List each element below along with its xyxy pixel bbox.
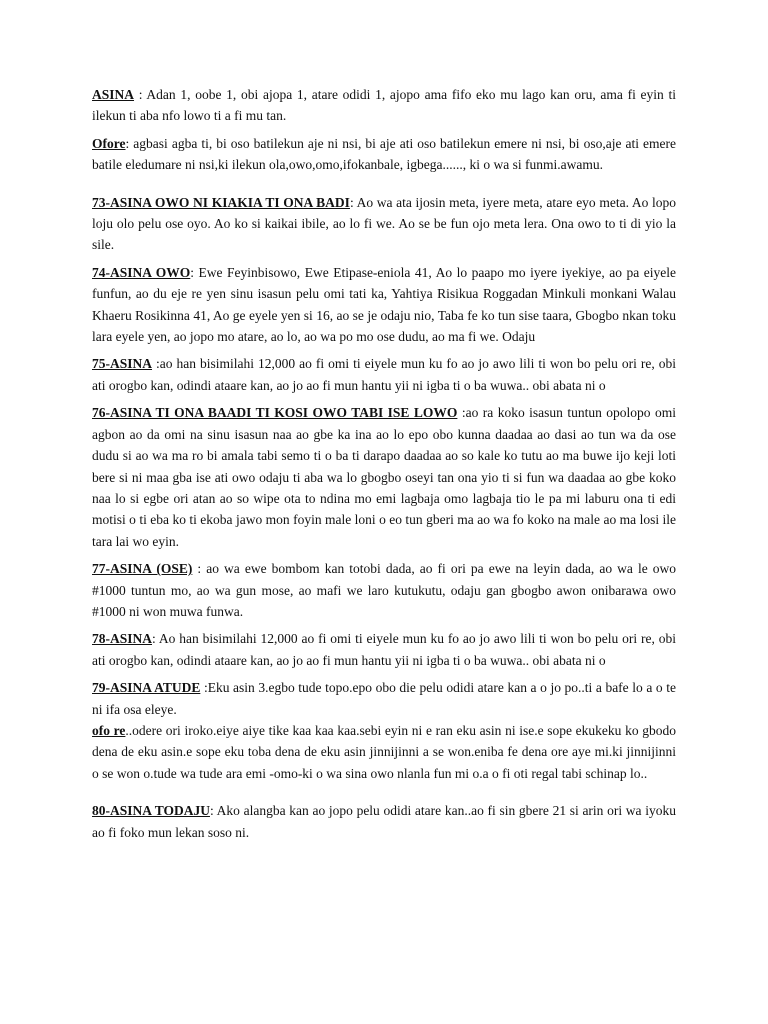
paragraph-ofo-re (92, 720, 676, 784)
paragraph-text: ..odere ori iroko.eiye aiye tike kaa kaa kaa.sebi eyin ni e ran eku asin ni ise.e sope ekukeku ko gbodo dena de eku asin.e sope eku toba dena de eku asin jinnijinni a se won.eniba fe dena ore aye mi.ki jinnijinni o se won o.tude wa tude ara emi -omo-ki o wa sina owo nlanla fun mi o.a o fi oti regal tabi schinap lo.. (92, 722, 676, 781)
paragraph-79 (92, 677, 676, 720)
paragraph-text: : ao wa ewe bombom kan totobi dada, ao fi ori pa ewe na leyin dada, ao wa le owo #1000 tuntun mo, ao wa gun mose, ao mafi we laro kutukutu, odaju gan gbogbo awon onibarawa owo #1000 ni won muwa funwa. (92, 561, 677, 619)
paragraph-heading: 78-ASINA (92, 631, 153, 647)
paragraph-text: : Ewe Feyinbisowo, Ewe Etipase-eniola 41, Ao lo paapo mo iyere iyekiye, ao pa eiyele funfun, ao du eje re yen sinu isasun pelu omi tati ka, Yahtiya Risikua Roggadan Minkuli monkani Walau Khaeru Rosikinna 41, Ao ge eyele yen si 16, ao se je odaju nio, Taba fe ko tun sise taara, Gbogbo nkan toku lara eyele yen, ao jopo mo atare, ao lo, ao wa po mo ose dudu, ao ma fi we. Odaju (92, 264, 676, 345)
paragraph-heading: ASINA (92, 87, 135, 102)
paragraph-text: : agbasi agba ti, bi oso batilekun aje ni nsi, bi aje ati oso batilekun emere ni nsi, bi oso,aje ati emere batile eledumare ni nsi,ki ilekun ola,owo,omo,ifokanbale, igbega......, ki o wa si funmi.awamu. (92, 135, 676, 173)
paragraph-73 (92, 192, 676, 256)
paragraph-75 (92, 353, 676, 396)
paragraph-heading: 75-ASINA (92, 356, 153, 372)
paragraph-text: : Ao wa ata ijosin meta, iyere meta, atare eyo meta. Ao lopo loju olo pelu ose oyo. Ao ko si kaikai ibile, ao lo fi we. Ao se be fun ojo meta lera. Ona owo to ti di yio la sile. (92, 194, 676, 253)
paragraph-ofore (92, 133, 676, 176)
paragraph-77 (92, 558, 676, 622)
paragraph-heading: ofo re (92, 722, 126, 738)
paragraph-heading: 76-ASINA TI ONA BAADI TI KOSI OWO TABI ISE LOWO (92, 405, 458, 421)
paragraph-text: :ao ra koko isasun tuntun opolopo omi agbon ao da omi na sinu isasun naa ao gbe ka ina ao lo epo obo kunna daadaa ao dasi ao tun wa da ose dudu si ao wa ma ro bi amala tabi semo ti o ba ti darapo daadaa ao so kale ko tutu ao ma buwe ijo keji loti bere si ni maa gba ise ati owo odaju ti aba wa lo gbogbo oseyi tan ona yio ti si fun wa daadaa ao gbe koko naa lo si egbe ori atan ao so wipe ota to ndina mo emi lagbaja omo lagbaja tio le pa mi laburu ona ti edi motisi o ti eba ko ti ekoba jawo mon foyin male loni o eo tun gberi ma ao wa fo koko na male ao ma losi ile tara lai wo eyin. (92, 405, 677, 549)
paragraph-heading: 74-ASINA OWO (92, 264, 191, 280)
paragraph-74 (92, 262, 676, 348)
paragraph-80 (92, 800, 676, 843)
paragraph-76 (92, 402, 676, 552)
document-page (92, 84, 676, 849)
paragraph-text: : Ako alangba kan ao jopo pelu odidi atare kan..ao fi sin gbere 21 si arin ori wa iyoku ao fi foko mun lekan soso ni. (92, 803, 676, 840)
paragraph-78 (92, 628, 676, 671)
paragraph-heading: 77-ASINA (OSE) (92, 561, 193, 577)
paragraph-text: :Eku asin 3.egbo tude topo.epo obo die pelu odidi atare kan a o jo po..ti a bafe lo a o te ni ifa osa eleye. (92, 680, 676, 717)
paragraph-heading: 80-ASINA TODAJU (92, 803, 210, 819)
paragraph-heading: 79-ASINA ATUDE (92, 680, 201, 696)
paragraph-heading: Ofore (92, 135, 126, 151)
paragraph-asina-intro (92, 84, 676, 127)
paragraph-text: :ao han bisimilahi 12,000 ao fi omi ti eiyele mun ku fo ao jo awo lili ti won bo pelu ori re, obi ati orogbo kan, odindi ataare kan, ao jo ao fi mun hantu yii ni igba ti o ba wuwa.. obi abata ni o (92, 356, 676, 393)
paragraph-text: : Adan 1, oobe 1, obi ajopa 1, atare odidi 1, ajopo ama fifo eko mu lago kan oru, ama fi eyin ti ilekun ti aba nfo lowo ti a fi mu tan. (92, 87, 676, 124)
paragraph-text: : Ao han bisimilahi 12,000 ao fi omi ti eiyele mun ku fo ao jo awo lili ti won bo pelu ori re, obi ati orogbo kan, odindi ataare kan, ao jo ao fi mun hantu yii ni igba ti o ba wuwa.. obi abata ni o (92, 631, 676, 668)
paragraph-heading: 73-ASINA OWO NI KIAKIA TI ONA BADI (92, 194, 350, 210)
